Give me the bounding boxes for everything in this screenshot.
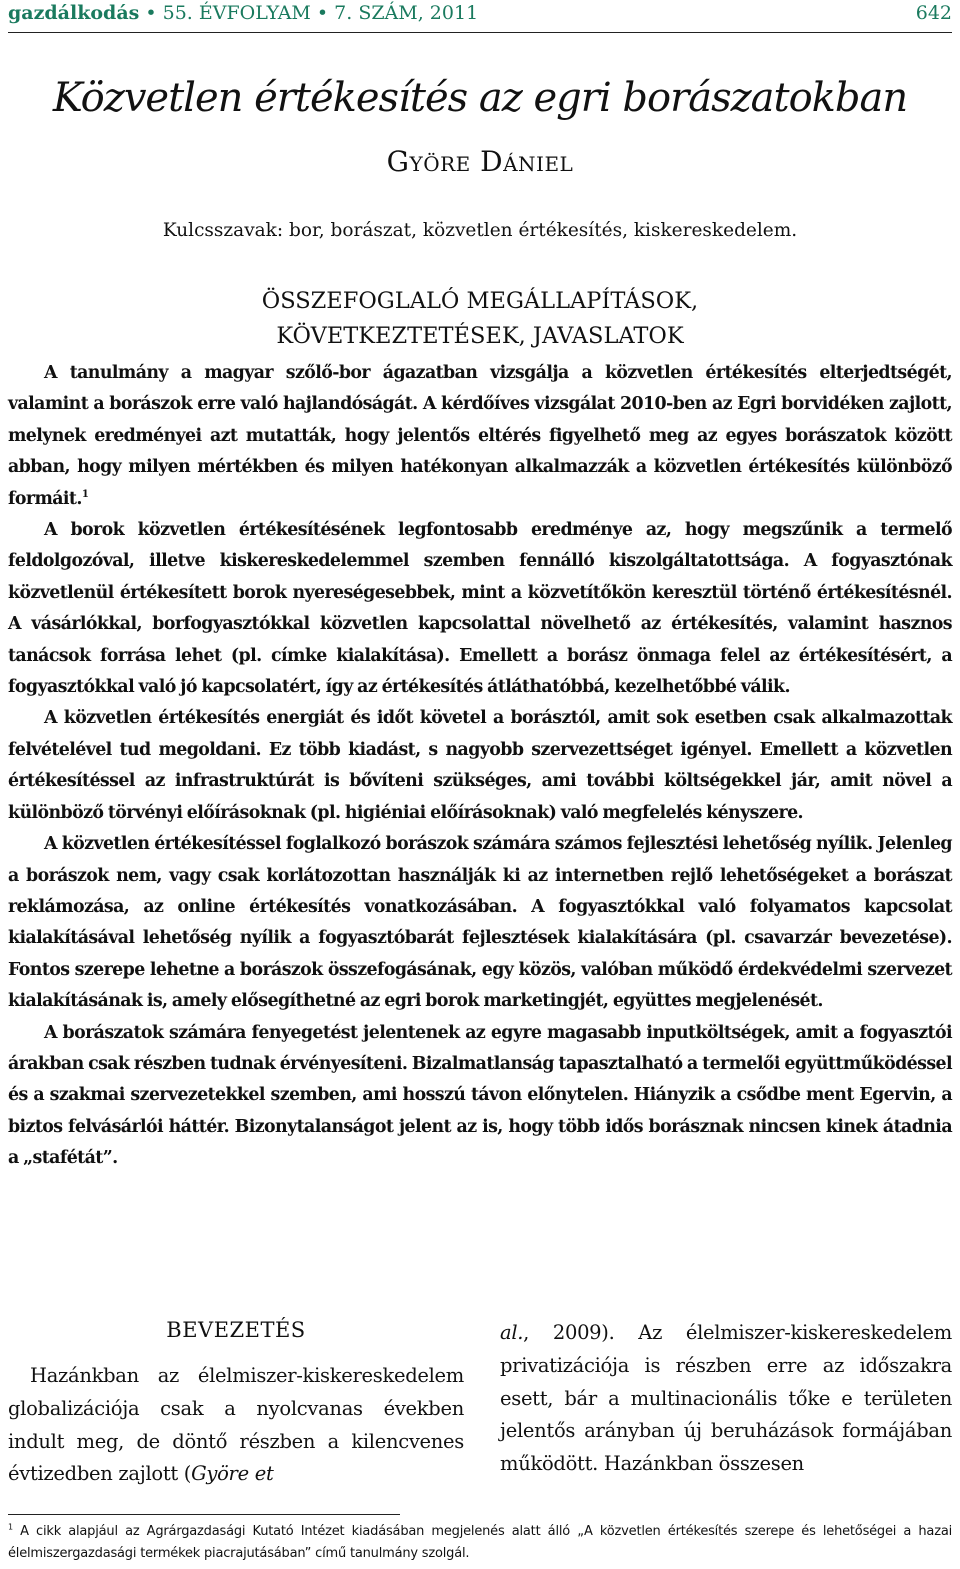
footnote-text: A cikk alapjául az Agrárgazdasági Kutató Intézet kiadásában megjelenés alatt álló „A közvetlen értékesítés szerepe és lehetőségei a hazai élelmiszergazdasági termékek piacrajutásában” című tanulmány szolgál. (8, 1524, 952, 1561)
summary-heading (0, 284, 960, 354)
footnote-number: 1 (8, 1522, 13, 1532)
summary-paragraph: A borok közvetlen értékesítésének legfontosabb eredménye az, hogy megszűnik a termelő feldolgozóval, illetve kiskereskedelemmel szemben fennálló kiszolgáltatottsága. A fogyasztónak közvetlenül értékesített borok nyereségesebbek, mint a közvetítőkön keresztül történő értékesítésnél. A vásárlókkal, borfogyasztókkal közvetlen kapcsolattal növelhető az értékesítés, valamint hasznos tanácsok forrása lehet (pl. címke kialakítása). Emellett a borász önmaga felel az értékesítésért, a fogyasztókkal való jó kapcsolatért, így az értékesítés átláthatóbbá, kezelhetőbbé válik. (8, 520, 952, 698)
footnote-divider (8, 1514, 400, 1515)
citation-year: , 2009 (523, 1321, 602, 1344)
journal-name: gazdálkodás (8, 2, 140, 24)
intro-right-column (500, 1317, 952, 1481)
intro-heading: BEVEZETÉS (166, 1318, 306, 1342)
summary-paragraph: A tanulmány a magyar szőlő-bor ágazatban vizsgálja a közvetlen értékesítés elterjedtségét, valamint a borászok erre való hajlandóságát. A kérdőíves vizsgálat 2010-ben az Egri borvidéken zajlott, melynek eredményei azt mutatták, hogy jelentős eltérés figyelhető meg az egyes borászatok között abban, hogy milyen mértékben és milyen hatékonyan alkalmazzák a közvetlen értékesítés különböző formáit.$^1$ (8, 363, 952, 509)
summary-paragraph: A borászatok számára fenyegetést jelentenek az egyre magasabb inputköltségek, amit a fogyasztói árakban csak részben tudnak érvényesíteni. Bizalmatlanság tapasztalható a termelői együttműködéssel és a szakmai szervezetekkel szemben, ami hosszú távon előnytelen. Hiányzik a csődbe ment Egervin, a biztos felvásárlói háttér. Bizonytalanságot jelent az is, hogy több idős borásznak nincsen kinek átadnia a „stafétát”. (8, 1022, 952, 1169)
summary-heading-line-1: ÖSSZEFOGLALÓ MEGÁLLAPÍTÁSOK, (261, 288, 699, 314)
footnote-mark: 1 (81, 488, 89, 500)
summary-body (8, 358, 952, 1175)
journal-info (8, 2, 478, 24)
citation: al. (500, 1321, 524, 1344)
summary-paragraph: A közvetlen értékesítéssel foglalkozó borászok számára számos fejlesztési lehetőség nyílik. Jelenleg a borászok nem, vagy csak korlátozottan használják ki az internetben rejlő lehetőségeket a borászat reklámozása, az online értékesítés vonatkozásában. A fogyasztókkal való folyamatos kapcsolat kialakításával lehetőség nyílik a fogyasztóbarát fejlesztések kialakítására (pl. csavarzár bevezetése). Fontos szerepe lehetne a borászok összefogásának, egy közös, valóban működő érdekvédelmi szervezet kialakításának is, amely elősegíthetné az egri borok marketingjét, együttes megjelenését. (8, 834, 952, 1012)
journal-volume: • 55. ÉVFOLYAM • 7. SZÁM, 2011 (139, 2, 479, 24)
page-number: 642 (915, 2, 952, 24)
summary-paragraph: A közvetlen értékesítés energiát és időt követel a borásztól, amit sok esetben csak alkalmazottak felvételével tud megoldani. Ez több kiadást, s nagyobb szervezettséget igényel. Emellett a közvetlen értékesítéssel az infrastruktúrát is bővíteni szükséges, ami további költségekkel jár, amit növel a különböző törvényi előírásoknak (pl. higiéniai előírásoknak) való megfelelés kényszere. (8, 708, 952, 823)
intro-left-column (8, 1312, 464, 1491)
keywords: Kulcsszavak: bor, borászat, közvetlen értékesítés, kiskereskedelem. (162, 220, 798, 241)
article-title: Közvetlen értékesítés az egri borászatokban (52, 75, 908, 121)
citation: Györe et (191, 1462, 274, 1486)
article-author: Györe Dániel (386, 145, 574, 178)
summary-heading-line-2: KÖVETKEZTETÉSEK, JAVASLATOK (276, 323, 684, 349)
intro-paragraph-continued: al., 2009). Az élelmiszer-kiskereskedelem privatizációja is részben erre az időszakra esett, bár a multinacionális tőke e területen jelentős arányban új beruházások formájában működött. Hazánkban összesen (500, 1321, 952, 1476)
footnote (8, 1521, 952, 1565)
intro-paragraph: Hazánkban az élelmiszer-kiskereskedelem globalizációja csak a nyolcvanas években indult meg, de döntő részben a kilencvenes évtizedben zajlott (Györe et (8, 1364, 464, 1486)
running-header (8, 2, 952, 33)
